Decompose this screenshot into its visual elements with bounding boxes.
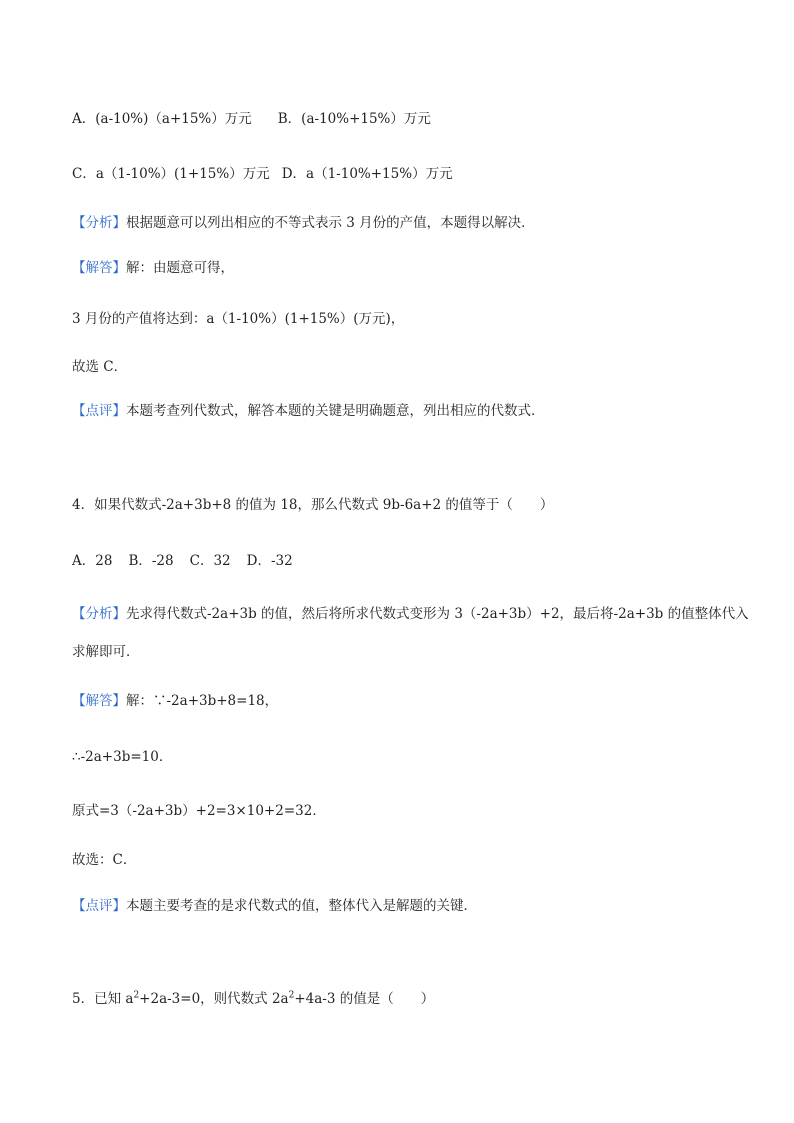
q5-exponent-1: 2 <box>133 990 140 1001</box>
q5-text-mid: +2a-3=0，则代数式 2a <box>139 991 289 1007</box>
comment-tag: 【点评】 <box>72 898 126 914</box>
q5-text-prefix: 5．已知 a <box>72 991 134 1007</box>
q5-question <box>72 990 434 1008</box>
q3-options-cd <box>72 165 453 183</box>
q4-question: 4．如果代数式-2a+3b+8 的值为 18，那么代数式 9b-6a+2 的值等于（ ） <box>72 497 554 513</box>
q4-step1: ∴-2a+3b=10． <box>72 749 173 765</box>
q5-exponent-2: 2 <box>288 990 295 1001</box>
analysis-tag: 【分析】 <box>72 606 126 622</box>
q4-analysis-cont: 求解即可． <box>72 644 140 660</box>
q4-conclusion: 故选：C． <box>72 852 137 868</box>
q3-analysis <box>72 214 535 232</box>
analysis-text: 先求得代数式-2a+3b 的值，然后将所求代数式变形为 3（-2a+3b）+2，最后将-2a+3b 的值整体代入 <box>126 606 749 622</box>
q5-text-suffix: +4a-3 的值是（ ） <box>294 991 435 1007</box>
q3-comment <box>72 402 545 420</box>
q4-analysis <box>72 605 749 623</box>
q3-option-a: A．(a-10%)（a+15%）万元 <box>72 111 252 127</box>
answer-tag: 【解答】 <box>72 693 126 709</box>
q4-option-c: C．32 <box>189 553 231 569</box>
q4-option-d: D．-32 <box>246 553 293 569</box>
q4-step2: 原式=3（-2a+3b）+2=3×10+2=32． <box>72 803 326 819</box>
comment-text: 本题考查列代数式，解答本题的关键是明确题意，列出相应的代数式． <box>126 403 545 419</box>
answer-tag: 【解答】 <box>72 260 126 276</box>
q4-comment <box>72 897 477 915</box>
q3-step1: 3 月份的产值将达到：a（1-10%）(1+15%）(万元)， <box>72 311 405 327</box>
q3-conclusion: 故选 C． <box>72 359 128 375</box>
q4-option-a: A．28 <box>72 553 113 569</box>
q3-answer <box>72 259 234 277</box>
q3-options-ab <box>72 110 431 128</box>
q3-option-b: B．(a-10%+15%）万元 <box>277 111 431 127</box>
q3-option-c: C．a（1-10%）(1+15%）万元 <box>72 166 270 182</box>
q4-options <box>72 552 293 570</box>
q4-answer <box>72 692 278 710</box>
answer-text: 解：由题意可得， <box>126 260 234 276</box>
comment-tag: 【点评】 <box>72 403 126 419</box>
q4-option-b: B．-28 <box>128 553 174 569</box>
q3-option-d: D．a（1-10%+15%）万元 <box>281 166 453 182</box>
analysis-tag: 【分析】 <box>72 215 126 231</box>
analysis-text: 根据题意可以列出相应的不等式表示 3 月份的产值，本题得以解决． <box>126 215 535 231</box>
answer-text: 解：∵-2a+3b+8=18， <box>126 693 279 709</box>
comment-text: 本题主要考查的是求代数式的值，整体代入是解题的关键． <box>126 898 477 914</box>
